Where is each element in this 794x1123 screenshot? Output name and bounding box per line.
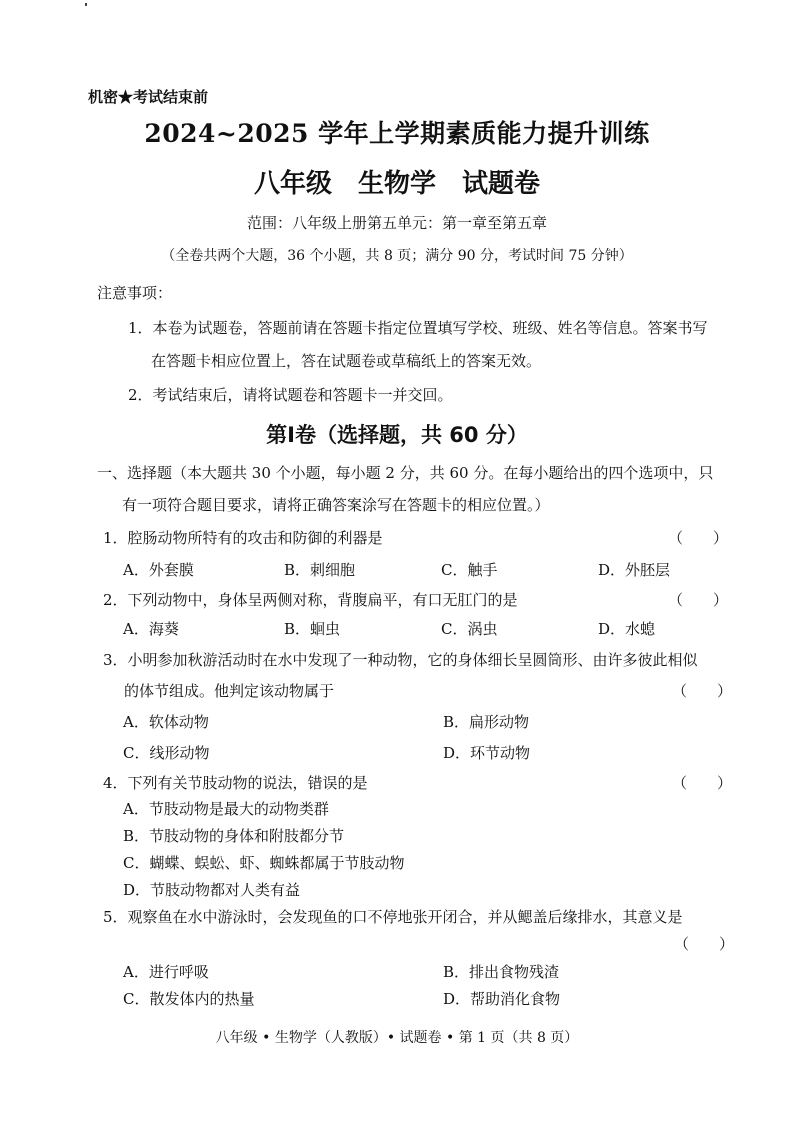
question-2-option-a: A．海葵 [123, 620, 179, 638]
question-3-option-c: C．线形动物 [123, 744, 210, 762]
question-1-answer-paren: （ ） [668, 529, 729, 547]
exam-subtitle: 八年级 生物学 试题卷 [253, 169, 540, 199]
section-instructions-line-2: 有一项符合题目要求，请将正确答案涂写在答题卡的相应位置。） [122, 496, 550, 514]
question-1-option-b: B．刺细胞 [284, 561, 356, 579]
question-5-stem: 5．观察鱼在水中游泳时，会发现鱼的口不停地张开闭合，并从鳃盖后缘排水，其意义是 [103, 908, 683, 926]
question-4-option-c: C．蝴蝶、蜈蚣、虾、蜘蛛都属于节肢动物 [123, 854, 405, 872]
part-title: 第Ⅰ卷（选择题，共 60 分） [266, 423, 528, 447]
question-1-option-d: D．外胚层 [598, 561, 671, 579]
question-2-option-d: D．水螅 [598, 620, 656, 638]
question-1-option-c: C．触手 [441, 561, 498, 579]
note-item-1-line-1: 1．本卷为试题卷，答题前请在答题卡指定位置填写学校、班级、姓名等信息。答案书写 [128, 319, 708, 337]
section-instructions-line-1: 一、选择题（本大题共 30 个小题，每小题 2 分，共 60 分。在每小题给出的四个选项中，只 [97, 464, 714, 482]
question-3-answer-paren: （ ） [672, 682, 733, 700]
question-5-answer-paren: （ ） [674, 935, 735, 953]
question-2-answer-paren: （ ） [668, 591, 729, 609]
question-5-option-d: D．帮助消化食物 [443, 990, 561, 1008]
question-2-option-c: C．涡虫 [441, 620, 498, 638]
scan-speck [85, 3, 87, 6]
question-1-stem: 1．腔肠动物所特有的攻击和防御的利器是 [103, 529, 383, 547]
question-4-stem: 4．下列有关节肢动物的说法，错误的是 [103, 774, 368, 792]
question-5-option-b: B．排出食物残渣 [443, 963, 560, 981]
question-3-option-a: A．软体动物 [123, 713, 209, 731]
exam-title: 2024~2025 学年上学期素质能力提升训练 [144, 119, 650, 148]
question-3-stem-line-1: 3．小明参加秋游活动时在水中发现了一种动物，它的身体细长呈圆筒形、由许多彼此相似 [103, 651, 698, 669]
note-item-2: 2．考试结束后，请将试题卷和答题卡一并交回。 [128, 386, 453, 404]
confidential-label: 机密★考试结束前 [88, 88, 209, 106]
question-3-option-d: D．环节动物 [443, 744, 531, 762]
exam-scope: 范围：八年级上册第五单元：第一章至第五章 [246, 214, 547, 232]
question-2-option-b: B．蛔虫 [284, 620, 341, 638]
question-4-option-b: B．节肢动物的身体和附肢都分节 [123, 827, 345, 845]
exam-meta: （全卷共两个大题，36 个小题，共 8 页；满分 90 分，考试时间 75 分钟） [161, 248, 633, 264]
question-5-option-a: A．进行呼吸 [123, 963, 209, 981]
question-3-stem-line-2: 的体节组成。他判定该动物属于 [124, 682, 335, 700]
question-4-option-a: A．节肢动物是最大的动物类群 [123, 800, 329, 818]
notes-title: 注意事项： [97, 284, 173, 302]
question-5-option-c: C．散发体内的热量 [123, 990, 255, 1008]
question-4-option-d: D．节肢动物都对人类有益 [123, 881, 301, 899]
question-1-option-a: A．外套膜 [123, 561, 194, 579]
question-2-stem: 2．下列动物中，身体呈两侧对称，背腹扁平，有口无肛门的是 [103, 591, 518, 609]
question-3-option-b: B．扁形动物 [443, 713, 530, 731]
page-footer: 八年级 • 生物学（人教版）• 试题卷 • 第 1 页（共 8 页） [215, 1030, 579, 1046]
question-4-answer-paren: （ ） [672, 774, 733, 792]
note-item-1-line-2: 在答题卡相应位置上，答在试题卷或草稿纸上的答案无效。 [151, 352, 542, 370]
